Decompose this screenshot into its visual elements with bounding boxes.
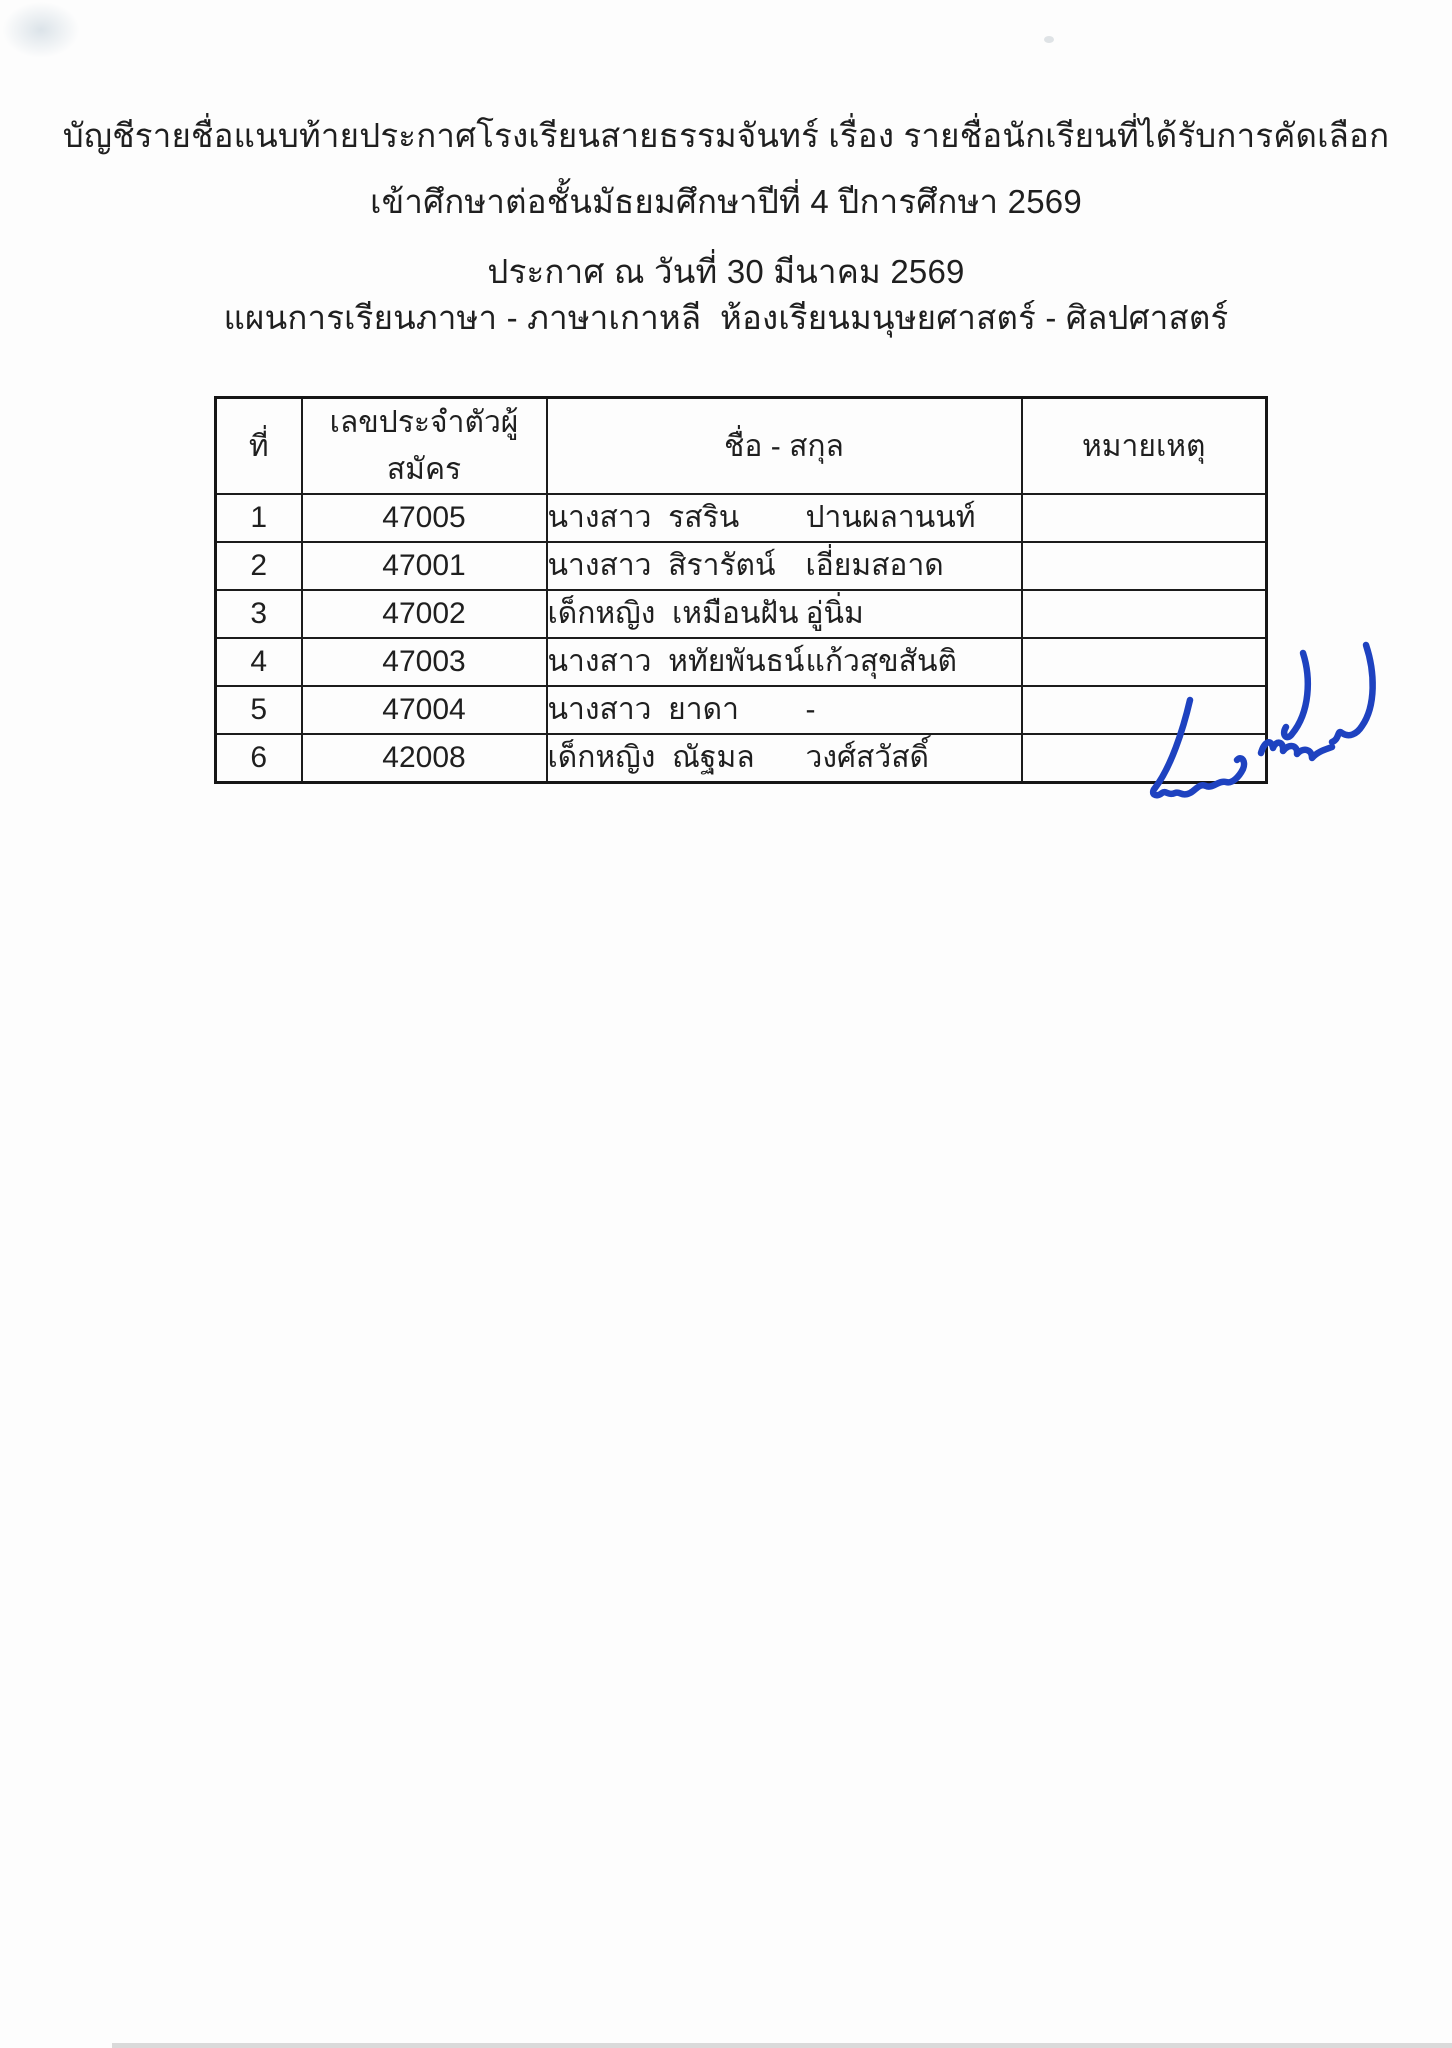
given-name: นางสาว สิรารัตน์ bbox=[547, 549, 776, 582]
surname: ปานผลานนท์ bbox=[805, 501, 976, 534]
header-note: หมายเหตุ bbox=[1022, 398, 1267, 495]
cell-no: 6 bbox=[216, 734, 302, 783]
signature-stroke-middle-squiggle bbox=[1261, 742, 1332, 758]
header-no: ที่ bbox=[216, 398, 302, 495]
document-title-line-1: บัญชีรายชื่อแนบท้ายประกาศโรงเรียนสายธรรมจันทร์ เรื่อง รายชื่อนักเรียนที่ได้รับการคัดเลือก bbox=[62, 117, 1390, 154]
surname: - bbox=[805, 693, 816, 726]
cell-name bbox=[547, 734, 1022, 783]
table-row bbox=[216, 494, 1267, 542]
given-name: เด็กหญิง ณัฐมล bbox=[547, 741, 755, 774]
given-name: เด็กหญิง เหมือนฝัน bbox=[547, 597, 799, 630]
scan-speck bbox=[1044, 36, 1054, 43]
table-row bbox=[216, 734, 1267, 783]
signature-stroke-center-hook bbox=[1284, 653, 1308, 737]
cell-note bbox=[1022, 494, 1267, 542]
cell-note bbox=[1022, 734, 1267, 783]
cell-name bbox=[547, 494, 1022, 542]
header-name: ชื่อ - สกุล bbox=[547, 398, 1022, 495]
cell-name bbox=[547, 590, 1022, 638]
cell-name bbox=[547, 686, 1022, 734]
surname: แก้วสุขสันติ bbox=[805, 645, 957, 678]
cell-applicant-id: 47001 bbox=[302, 542, 547, 590]
given-name: นางสาว รสริน bbox=[547, 501, 740, 534]
table-row bbox=[216, 590, 1267, 638]
student-roster-table bbox=[214, 396, 1268, 784]
table-row bbox=[216, 686, 1267, 734]
cell-note bbox=[1022, 542, 1267, 590]
given-name: นางสาว ยาดา bbox=[547, 693, 739, 726]
cell-name bbox=[547, 638, 1022, 686]
cell-applicant-id: 47002 bbox=[302, 590, 547, 638]
study-plan-line: แผนการเรียนภาษา - ภาษาเกาหลี ห้องเรียนมนุษยศาสตร์ - ศิลปศาสตร์ bbox=[223, 299, 1229, 336]
cell-no: 3 bbox=[216, 590, 302, 638]
given-name: นางสาว หทัยพันธน์ bbox=[547, 645, 805, 678]
table-row bbox=[216, 542, 1267, 590]
cell-name bbox=[547, 542, 1022, 590]
cell-no: 5 bbox=[216, 686, 302, 734]
scan-smudge bbox=[0, 0, 96, 70]
cell-note bbox=[1022, 686, 1267, 734]
cell-applicant-id: 47003 bbox=[302, 638, 547, 686]
cell-note bbox=[1022, 590, 1267, 638]
surname: เอี่ยมสอาด bbox=[805, 549, 944, 582]
cell-applicant-id: 42008 bbox=[302, 734, 547, 783]
signature-stroke-right-hook bbox=[1332, 645, 1373, 742]
cell-applicant-id: 47004 bbox=[302, 686, 547, 734]
cell-no: 1 bbox=[216, 494, 302, 542]
cell-no: 4 bbox=[216, 638, 302, 686]
table-row bbox=[216, 638, 1267, 686]
table-header-row bbox=[216, 398, 1267, 495]
surname: วงศ์สวัสดิ์ bbox=[805, 741, 929, 774]
cell-no: 2 bbox=[216, 542, 302, 590]
surname: อู่นิ่ม bbox=[805, 597, 864, 630]
scan-edge-shadow bbox=[112, 2043, 1452, 2048]
document-title-line-2: เข้าศึกษาต่อชั้นมัธยมศึกษาปีที่ 4 ปีการศึกษา 2569 bbox=[370, 183, 1082, 220]
announcement-date-line: ประกาศ ณ วันที่ 30 มีนาคม 2569 bbox=[487, 253, 965, 290]
header-applicant-id: เลขประจำตัวผู้สมัคร bbox=[302, 398, 547, 495]
cell-note bbox=[1022, 638, 1267, 686]
cell-applicant-id: 47005 bbox=[302, 494, 547, 542]
